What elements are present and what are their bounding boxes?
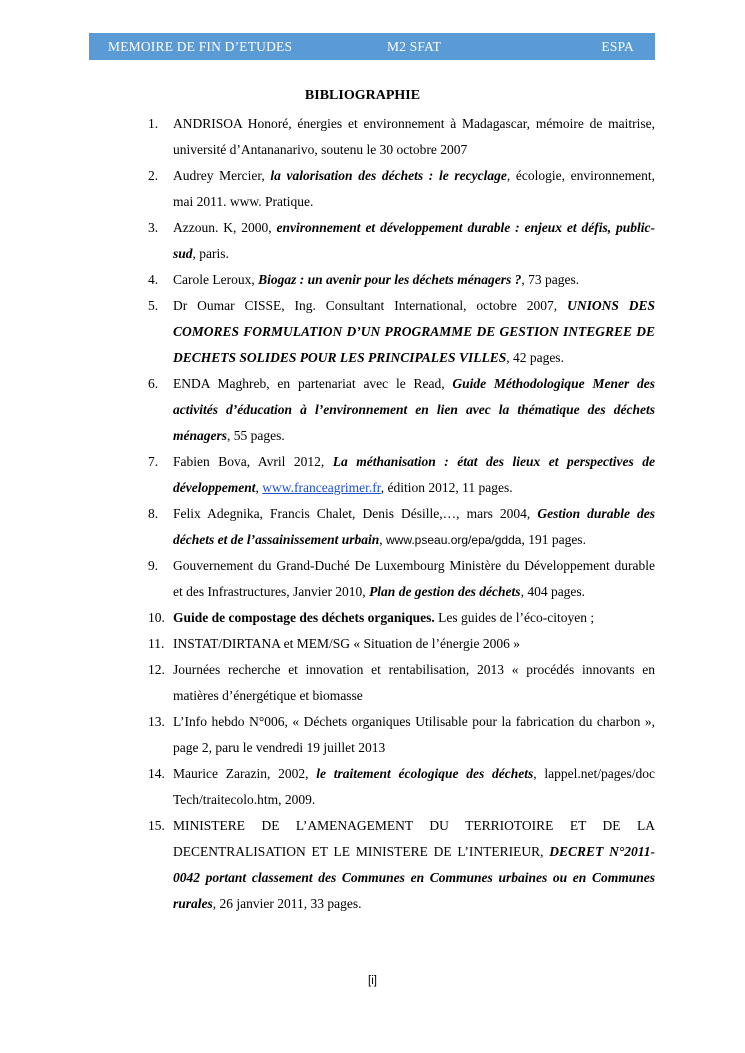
entry-number: 7. — [148, 454, 159, 469]
header-right-text: ESPA — [601, 39, 634, 54]
entry-link[interactable]: www.franceagrimer.fr — [262, 480, 381, 495]
header-middle-text: M2 SFAT — [387, 39, 442, 54]
bibliography-entry — [0, 657, 655, 709]
entry-title-text: Plan de gestion des déchets — [369, 584, 521, 599]
entry-text: , 404 pages. — [520, 584, 586, 599]
bibliography-entry — [0, 371, 655, 449]
bibliography-entry — [0, 813, 655, 917]
entry-text: Azzoun. K, 2000, — [173, 220, 277, 235]
entry-number: 8. — [148, 506, 159, 521]
entry-text: Les guides de l’éco-citoyen ; — [434, 610, 595, 625]
entry-title-text: Guide Méthodologique Mener des activités d’éducation à l’environnement en lien avec la thématique des déchets ménagers — [173, 376, 655, 443]
entry-text: INSTAT/DIRTANA et MEM/SG « Situation de l’énergie 2006 » — [173, 636, 520, 651]
entry-title-text: la valorisation des déchets : le recyclage — [270, 168, 507, 183]
entry-number: 15. — [148, 818, 165, 833]
bibliography-entry — [0, 605, 655, 631]
bibliography-entry — [0, 709, 655, 761]
entry-number: 13. — [148, 714, 165, 729]
entry-text: L’Info hebdo N°006, « Déchets organiques Utilisable pour la fabrication du charbon », page 2, paru le vendredi 19 juillet 2013 — [173, 714, 655, 755]
entry-text: Felix Adegnika, Francis Chalet, Denis Désille,…, mars 2004, — [173, 506, 538, 521]
entry-title-text: Biogaz : un avenir pour les déchets ménagers ? — [258, 272, 522, 287]
entry-number: 4. — [148, 272, 159, 287]
bibliography-entry — [0, 501, 655, 553]
entry-text: ANDRISOA Honoré, énergies et environnement à Madagascar, mémoire de maitrise, université d’Antananarivo, soutenu le 30 octobre 2007 — [173, 116, 655, 157]
entry-text: Carole Leroux, — [173, 272, 259, 287]
page-number: [i] — [368, 975, 377, 987]
entry-title-text: le traitement écologique des déchets — [316, 766, 534, 781]
entry-title-text: UNIONS DES COMORES FORMULATION D’UN PROGRAMME DE GESTION INTEGREE DE DECHETS SOLIDES POUR LES PRINCIPALES VILLES — [173, 298, 655, 365]
entry-text: , 42 pages. — [506, 350, 564, 365]
entry-number: 14. — [148, 766, 165, 781]
entry-number: 11. — [148, 636, 165, 651]
entry-text: Dr Oumar CISSE, Ing. Consultant International, octobre 2007, — [173, 298, 568, 313]
entry-text: , lappel.net/pages/doc Tech/traitecolo.htm, 2009. — [173, 766, 656, 807]
entry-text: , — [255, 480, 263, 495]
page-title-wrap — [0, 88, 745, 104]
entry-title-text: Guide de compostage des déchets organiques. — [173, 610, 435, 625]
bibliography-list — [0, 111, 745, 917]
page-header — [89, 33, 655, 60]
entry-number: 6. — [148, 376, 159, 391]
entry-number: 1. — [148, 116, 159, 131]
entry-title-text: environnement et développement durable : enjeux et défis, public-sud — [173, 220, 656, 261]
entry-text: www.pseau.org/epa/gdda — [386, 533, 522, 547]
entry-text: Maurice Zarazin, 2002, — [173, 766, 317, 781]
page-title: BIBLIOGRAPHIE — [304, 88, 421, 103]
entry-text: , écologie, environnement, mai 2011. www. Pratique. — [173, 168, 656, 209]
entry-number: 9. — [148, 558, 159, 573]
bibliography-entry — [0, 111, 655, 163]
entry-text: Gouvernement du Grand-Duché De Luxembourg Ministère du Développement durable et des Infrastructures, Janvier 2010, — [173, 558, 655, 599]
bibliography-entry — [0, 553, 655, 605]
entry-text: MINISTERE DE L’AMENAGEMENT DU TERRIOTOIRE ET DE LA DECENTRALISATION ET LE MINISTERE DE L’INTERIEUR, — [173, 818, 655, 859]
entry-number: 3. — [148, 220, 159, 235]
entry-number: 12. — [148, 662, 165, 677]
entry-text: Audrey Mercier, — [173, 168, 271, 183]
header-left-text: MEMOIRE DE FIN D’ETUDES — [108, 39, 293, 54]
bibliography-entry — [0, 267, 655, 293]
entry-text: Fabien Bova, Avril 2012, — [173, 454, 333, 469]
entry-text: ENDA Maghreb, en partenariat avec le Read, — [173, 376, 453, 391]
bibliography-entry — [0, 163, 655, 215]
entry-title-text: La méthanisation : état des lieux et perspectives de développement — [173, 454, 655, 495]
entry-text: , 26 janvier 2011, 33 pages. — [212, 896, 362, 911]
bibliography-entry — [0, 631, 655, 657]
entry-title-text: DECRET N°2011-0042 portant classement des Communes en Communes urbaines ou en Communes rurales — [173, 844, 655, 911]
entry-text: , 191 pages. — [521, 532, 586, 547]
entry-number: 10. — [148, 610, 165, 625]
bibliography-entry — [0, 293, 655, 371]
entry-text: , paris. — [192, 246, 229, 261]
entry-text: , — [379, 532, 387, 547]
bibliography-entry — [0, 215, 655, 267]
entry-number: 2. — [148, 168, 159, 183]
entry-title-text: Gestion durable des déchets et de l’assainissement urbain — [173, 506, 655, 547]
entry-text: , 55 pages. — [227, 428, 285, 443]
entry-number: 5. — [148, 298, 159, 313]
entry-text: , édition 2012, 11 pages. — [380, 480, 513, 495]
entry-text: , 73 pages. — [521, 272, 580, 287]
bibliography-entry — [0, 761, 655, 813]
entry-text: Journées recherche et innovation et rentabilisation, 2013 « procédés innovants en matières d’énergétique et biomasse — [173, 662, 655, 703]
bibliography-entry — [0, 449, 655, 501]
